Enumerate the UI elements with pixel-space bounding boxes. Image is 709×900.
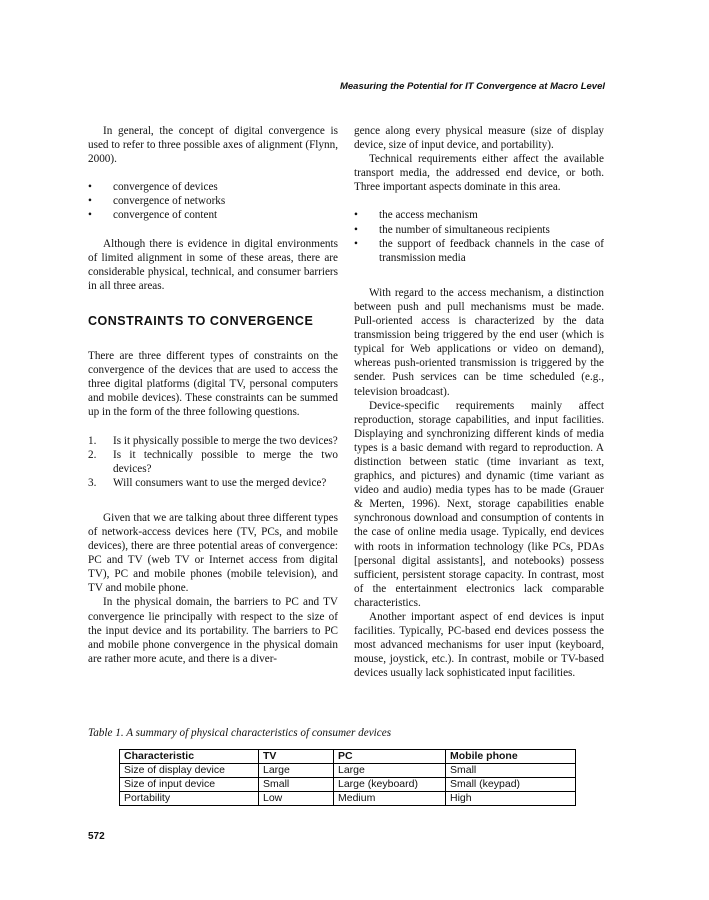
list-number: 1. (88, 434, 97, 447)
column-header: Characteristic (120, 750, 259, 764)
technical-paragraph: Technical requirements either affect the available transport media, the addressed end device, or both. Three important aspects dominate in this area. (354, 153, 604, 194)
evidence-paragraph: Although there is evidence in digital environments of limited alignment in some of these areas, there are considerable physical, technical, and consumer barriers in all three areas. (88, 237, 338, 292)
list-number: 3. (88, 476, 97, 489)
table-header-row (120, 750, 576, 764)
list-number: 2. (88, 448, 97, 461)
table-cell: Low (259, 792, 334, 806)
table-row (120, 792, 576, 806)
page-number: 572 (88, 831, 105, 842)
potential-areas-paragraph: Given that we are talking about three different types of network-access devices here (TV, PCs, and mobile devices), there are three potential areas of convergence: PC and TV (web TV or Internet access from digital TV), PC and mobile phones (mobile television), and TV and mobile phone. (88, 511, 338, 595)
list-item: • convergence of devices (88, 180, 338, 194)
table-cell: Small (keypad) (446, 778, 576, 792)
table-cell: Small (446, 764, 576, 778)
running-head: Measuring the Potential for IT Convergence at Macro Level (339, 81, 605, 92)
table-cell: Size of input device (120, 778, 259, 792)
constraints-paragraph: There are three different types of constraints on the convergence of the devices that are used to access the three digital platforms (digital TV, personal computers and mobile devices). These constraints can be summed up in the form of the three following questions. (88, 350, 338, 419)
aspects-list (354, 208, 604, 264)
table-caption: Table 1. A summary of physical characteristics of consumer devices (88, 727, 392, 739)
column-header: Mobile phone (446, 750, 576, 764)
list-text: Will consumers want to use the merged device? (113, 476, 327, 489)
column-header: PC (334, 750, 446, 764)
input-paragraph: Another important aspect of end devices is input facilities. Typically, PC-based end devices possess the most advanced mechanisms for user input (keyboard, mouse, joystick, etc.). In contrast, mobile or TV-based devices usually lack sophisticated input facilities. (354, 611, 604, 680)
right-column (354, 124, 604, 680)
list-item: • convergence of networks (88, 194, 338, 208)
column-header: TV (259, 750, 334, 764)
table-cell: Small (259, 778, 334, 792)
list-item: • the number of simultaneous recipients (354, 223, 604, 237)
table-cell: Large (334, 764, 446, 778)
table-row (120, 764, 576, 778)
list-item (88, 448, 338, 476)
left-column (88, 124, 338, 666)
intro-paragraph: In general, the concept of digital convergence is used to refer to three possible axes of alignment (Flynn, 2000). (88, 125, 338, 166)
table-cell: Size of display device (120, 764, 259, 778)
continuation-paragraph: gence along every physical measure (size of display device, size of input device, and portability). (354, 125, 604, 152)
table-cell: Medium (334, 792, 446, 806)
list-item (88, 476, 338, 490)
list-item: • the access mechanism (354, 208, 604, 222)
list-text: Is it technically possible to merge the two devices? (113, 448, 338, 475)
list-item: • convergence of content (88, 208, 338, 222)
list-text: Is it physically possible to merge the two devices? (113, 434, 338, 447)
section-heading: CONSTRAINTS TO CONVERGENCE (88, 313, 314, 328)
physical-domain-paragraph: In the physical domain, the barriers to PC and TV convergence lie principally with respect to the size of the input device and its portability. The barriers to PC and mobile phone convergence in the physical domain are rather more acute, and there is a diver- (88, 596, 338, 665)
table-cell: High (446, 792, 576, 806)
table-cell: Large (keyboard) (334, 778, 446, 792)
access-mechanism-paragraph: With regard to the access mechanism, a distinction between push and pull mechanisms must be made. Pull-oriented access is characterized by the data transmission being triggered by the end user (which is typical for Web applications or video on demand), whereas push-oriented transmission is triggered by the sender. Push services can be time scheduled (e.g., television broadcast). (354, 286, 604, 398)
table-row (120, 778, 576, 792)
table-cell: Portability (120, 792, 259, 806)
questions-list (88, 434, 338, 490)
summary-table (119, 749, 576, 806)
axes-list (88, 180, 338, 222)
list-item: • the support of feedback channels in the case of transmission media (354, 237, 604, 265)
device-specific-paragraph: Device-specific requirements mainly affect reproduction, storage capabilities, and input facilities. Displaying and synchronizing different kinds of media types is a basic demand with regard to reproduction. A distinction between static (time invariant as text, graphics, and pictures) and dynamic (time variant as video and audio) media types has to be made (Grauer & Merten, 1996). Next, storage capabilities enable synchronous download and consumption of contents in the case of online media usage. Typically, end devices with roots in information technology (like PCs, PDAs [personal digital assistants], and notebooks) possess sufficient, persistent storage capacity. In contrast, most of the entertainment electronics lack comparable characteristics. (354, 399, 604, 609)
table-cell: Large (259, 764, 334, 778)
list-item (88, 434, 338, 448)
